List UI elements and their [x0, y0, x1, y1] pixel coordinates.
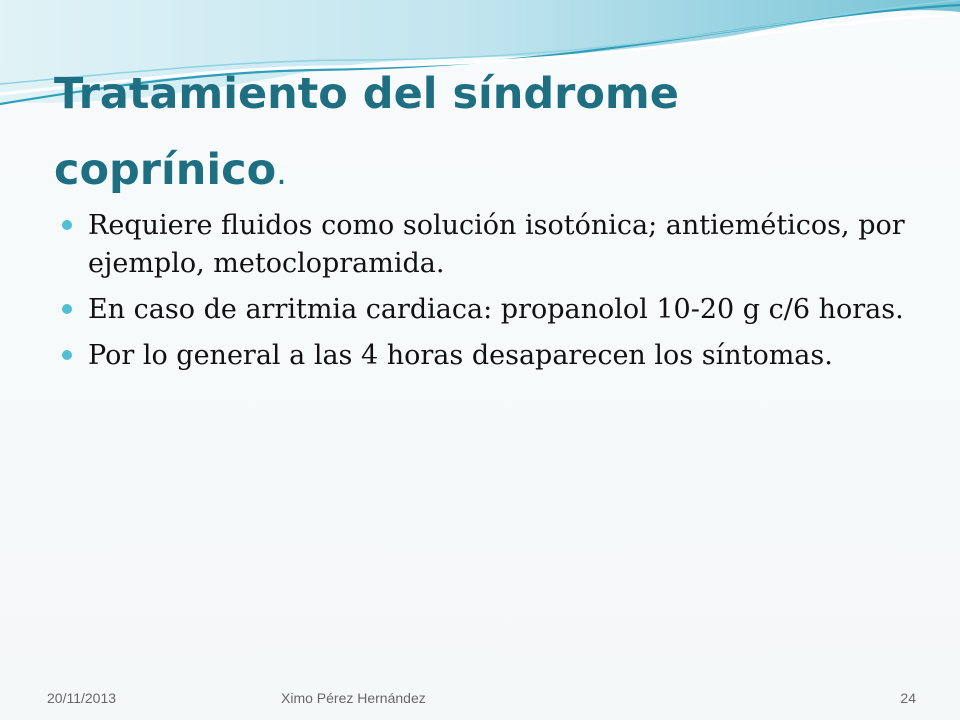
bullet-item-arrhythmia	[62, 291, 917, 329]
bullet-item-fluids	[62, 207, 917, 283]
bullet-text: En caso de arritmia cardiaca: propanolol 10-20 g c/6 horas.	[88, 294, 904, 325]
bullet-text: Por lo general a las 4 horas desaparecen los síntomas.	[88, 340, 833, 371]
bullet-text: Requiere fluidos como solución isotónica; antieméticos, por ejemplo, metoclopramida.	[88, 210, 905, 279]
slide-title-period: .	[276, 153, 287, 193]
bullet-item-symptoms	[62, 337, 917, 375]
bullet-icon	[62, 350, 72, 360]
bullet-list	[62, 207, 917, 383]
footer-date: 20/11/2013	[47, 690, 117, 706]
bullet-icon	[62, 220, 72, 230]
slide-title-line1: Tratamiento del síndrome	[54, 69, 679, 119]
slide-title-line2: coprínico	[54, 145, 277, 195]
footer-page-number: 24	[900, 690, 916, 706]
slide-title	[54, 56, 914, 211]
footer-author: Ximo Pérez Hernández	[281, 690, 426, 706]
bullet-icon	[62, 304, 72, 314]
